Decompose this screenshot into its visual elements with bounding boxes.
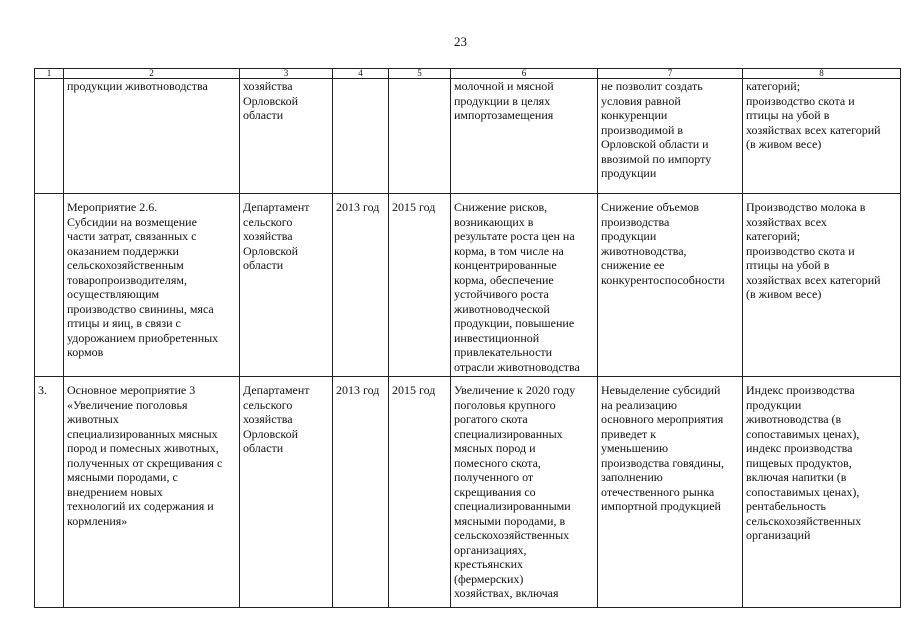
column-number: 6 (451, 69, 598, 79)
expected-result: молочной и мясной продукции в целях импортозамещения (451, 79, 598, 194)
executor: Департамент сельского хозяйства Орловской области (240, 377, 333, 608)
measure-name: продукции животноводства (64, 79, 240, 194)
program-table (34, 68, 901, 608)
row-number: 3. (35, 377, 64, 608)
table-row (35, 194, 901, 377)
measure-name: Основное мероприятие 3 «Увеличение поголовья животных специализированных мясных пород и помесных животных, полученных от скрещивания с мясными породами, с внедрением новых технологий их содержания и кормления» (64, 377, 240, 608)
indicators: категорий; производство скота и птицы на убой в хозяйствах всех категорий (в живом весе) (743, 79, 901, 194)
consequences: не позволит создать условия равной конкуренции производимой в Орловской области и ввозимой по импорту продукции (598, 79, 743, 194)
column-number: 8 (743, 69, 901, 79)
end-year: 2015 год (389, 194, 451, 377)
indicators: Индекс производства продукции животноводства (в сопоставимых ценах), индекс производства пищевых продуктов, включая напитки (в сопоставимых ценах), рентабельность сельскохозяйственных организаций (743, 377, 901, 608)
executor: хозяйства Орловской области (240, 79, 333, 194)
start-year (333, 79, 389, 194)
column-number: 2 (64, 69, 240, 79)
column-number: 7 (598, 69, 743, 79)
start-year: 2013 год (333, 377, 389, 608)
page-number: 23 (454, 34, 467, 49)
executor: Департамент сельского хозяйства Орловской области (240, 194, 333, 377)
row-number (35, 79, 64, 194)
column-number: 1 (35, 69, 64, 79)
expected-result: Увеличение к 2020 году поголовья крупного рогатого скота специализированных мясных пород и помесного скота, полученного от скрещивания со специализированными мясными породами, в сельскохозяйственных организациях, крестьянских (фермерских) хозяйствах, включая (451, 377, 598, 608)
consequences: Снижение объемов производства продукции животноводства, снижение ее конкурентоспособности (598, 194, 743, 377)
consequences: Невыделение субсидий на реализацию основного мероприятия приведет к уменьшению производства говядины, заполнению отечественного рынка импортной продукцией (598, 377, 743, 608)
expected-result: Снижение рисков, возникающих в результате роста цен на корма, в том числе на концентрированные корма, обеспечение устойчивого роста животноводческой продукции, повышение инвестиционной привлекательности отрасли животноводства (451, 194, 598, 377)
column-number: 5 (389, 69, 451, 79)
end-year: 2015 год (389, 377, 451, 608)
column-number: 4 (333, 69, 389, 79)
table-row (35, 79, 901, 194)
indicators: Производство молока в хозяйствах всех категорий; производство скота и птицы на убой в хозяйствах всех категорий (в живом весе) (743, 194, 901, 377)
end-year (389, 79, 451, 194)
column-number: 3 (240, 69, 333, 79)
row-number (35, 194, 64, 377)
measure-name: Мероприятие 2.6. Субсидии на возмещение части затрат, связанных с оказанием поддержки сельскохозяйственным товаропроизводителям, осуществляющим производство свинины, мяса птицы и яиц, в связи с удорожанием приобретенных кормов (64, 194, 240, 377)
start-year: 2013 год (333, 194, 389, 377)
table-row (35, 377, 901, 608)
column-number-row (35, 69, 901, 79)
